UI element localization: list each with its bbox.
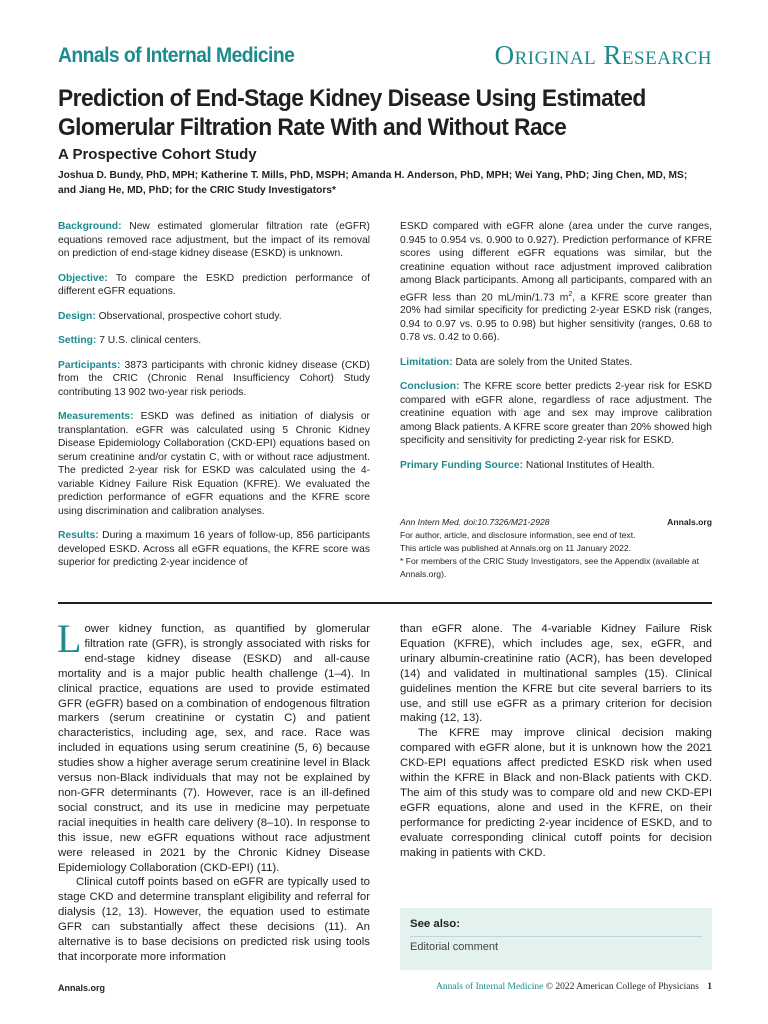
footer-right xyxy=(436,982,712,992)
body-paragraph: Clinical cutoff points based on eGFR are typically used to stage CKD and determine transplant eligibility and referral for dialysis (12, 13). However, the equation used to estimate GFR can substantially affect these decisions (11). An alternative is to base decisions on predicted risk using tools that incorporate more information xyxy=(58,876,370,963)
citation: Ann Intern Med. doi:10.7326/M21-2928 xyxy=(400,517,550,527)
background-text: New estimated glomerular filtration rate (eGFR) equations removed race adjustment, but the impact of its removal on prediction of end-stage kidney disease (ESKD) is unknown. xyxy=(58,221,370,259)
see-also-link[interactable]: Editorial comment xyxy=(410,941,499,953)
footer-journal: Annals of Internal Medicine xyxy=(436,982,544,992)
investigators-note: * For members of the CRIC Study Investigators, see the Appendix (available at Annals.org). xyxy=(400,556,700,579)
body-right-column xyxy=(400,622,712,861)
measurements-heading: Measurements: xyxy=(58,411,134,422)
abstract-participants xyxy=(58,359,370,400)
article-metadata xyxy=(400,516,712,581)
abstract-results-continued xyxy=(400,220,712,345)
disclosure-note: For author, article, and disclosure information, see end of text. xyxy=(400,530,636,540)
abstract-left-column xyxy=(58,220,370,581)
abstract-funding xyxy=(400,459,712,473)
conclusion-text: The KFRE score better predicts 2-year risk for ESKD compared with eGFR alone, regardless of race adjustment. The creatinine equation with age and sex may improve calibration among Black patients. A KFRE score greater than 20% showed high specificity and sensitivity for predicting 2-year risk for ESKD. xyxy=(400,381,712,447)
footer-site[interactable]: Annals.org xyxy=(58,983,106,993)
funding-text: National Institutes of Health. xyxy=(525,459,655,471)
page-number: 1 xyxy=(707,982,712,992)
journal-name: Annals of Internal Medicine xyxy=(58,44,295,67)
superscript: 2 xyxy=(568,290,573,298)
article-title: Prediction of End-Stage Kidney Disease Using Estimated Glomerular Filtration Rate With and Without Race xyxy=(58,85,646,141)
drop-cap: L xyxy=(57,616,82,661)
section-label: Original Research xyxy=(494,40,712,70)
limitation-heading: Limitation: xyxy=(400,356,453,368)
site-link[interactable]: Annals.org xyxy=(667,517,712,527)
abstract-limitation xyxy=(400,356,712,370)
participants-text: 3873 participants with chronic kidney disease (CKD) from the CRIC (Chronic Renal Insufficiency Cohort) Study contributing 13 902 two-year risk periods. xyxy=(58,359,370,398)
body-paragraph: The KFRE may improve clinical decision making compared with eGFR alone, but it is unknown how the 2021 CKD-EPI equations affect predicted ESKD risk when used within the KFRE in Black and non-Black patients with CKD. The aim of this study was to compare old and new CKD-EPI eGFR equations, alone and used in the KFRE, on their performance for predicting 2-year incidence of ESKD, and to evaluate corresponding clinical cutoff points for decision making in patients with CKD. xyxy=(400,727,712,859)
see-also-heading: See also: xyxy=(410,918,461,930)
background-heading: Background: xyxy=(58,221,122,232)
abstract-right-column xyxy=(400,220,712,483)
conclusion-heading: Conclusion: xyxy=(400,381,460,393)
abstract-results xyxy=(58,529,370,570)
paragraph-text: ower kidney function, as quantified by glomerular filtration rate (GFR), is strongly associated with risks for end-stage kidney disease (ESKD) and all-cause mortality and is a major public health challenge (1–4). In clinical practice, equations are used to provide estimated GFR (eGFR) based on a combination of endogenous filtration markers (serum creatinine or cystatin C) and patient characteristics, including age, sex, and race. Race was included in equations using serum creatinine (5, 6) because studies show a higher average serum creatinine level in Black versus non-Black individuals that may not be explained by non-GFR determinants (7). However, race is an ill-defined social construct, and its use in medicine may perpetuate racial inequities in health care delivery (8–10). In response to this issue, new eGFR equations without race adjustment were released in 2021 by the Chronic Kidney Disease Epidemiology Collaboration (CKD-EPI) (11). xyxy=(58,623,370,874)
abstract-objective xyxy=(58,272,370,299)
publication-note: This article was published at Annals.org on 11 January 2022. xyxy=(400,543,632,553)
measurements-text: ESKD was defined as initiation of dialysis or transplantation. eGFR was calculated using 5 Chronic Kidney Disease Epidemiology Collaboration (CKD-EPI) equations based on serum creatinine and/or cystatin C, with or without race adjustment. The predicted 2-year risk for ESKD was calculated using the 4-variable Kidney Failure Risk Equation (KFRE). We evaluated the prediction performance of eGFR equations and the KFRE score using discrimination and calibration analyses. xyxy=(58,411,370,517)
design-text: Observational, prospective cohort study. xyxy=(98,310,282,322)
funding-heading: Primary Funding Source: xyxy=(400,459,524,471)
abstract-setting xyxy=(58,334,370,348)
setting-heading: Setting: xyxy=(58,335,97,346)
participants-heading: Participants: xyxy=(58,359,121,371)
see-also-box xyxy=(400,908,712,970)
results-text-continued: ESKD compared with eGFR alone (area under the curve ranges, 0.945 to 0.954 vs. 0.900 to 0.927). Prediction performance of KFRE scores using different eGFR equations was similar, but the creatinine equation without race adjustment improved calibration among Black participants. Among all participants, compared with an eGFR less than 20 mL/min/1.73 m xyxy=(400,221,712,303)
results-text: During a maximum 16 years of follow-up, 856 participants developed ESKD. Across all eGFR equations, the KFRE score was superior for predicting 2-year incidence of xyxy=(58,530,370,568)
abstract-background xyxy=(58,220,370,261)
limitation-text: Data are solely from the United States. xyxy=(455,356,633,368)
author-list: Joshua D. Bundy, PhD, MPH; Katherine T. Mills, PhD, MSPH; Amanda H. Anderson, PhD, MPH; Wei Yang, PhD; Jing Chen, MD, MS; and Jiang He, MD, PhD; for the CRIC Study Investigators* xyxy=(58,170,688,196)
section-divider xyxy=(58,602,712,604)
design-heading: Design: xyxy=(58,310,96,322)
objective-text: To compare the ESKD prediction performance of different eGFR equations. xyxy=(58,272,370,297)
body-paragraph xyxy=(57,616,370,875)
abstract-design xyxy=(58,310,370,324)
body-left-column xyxy=(57,616,370,965)
results-heading: Results: xyxy=(58,530,99,541)
results-text-continued-2: , a KFRE score greater than 20% had similar specificity for predicting 2-year ESKD risk (ranges, 0.94 to 0.97 vs. 0.95 to 0.98) but higher sensitivity (ranges, 0.68 to 0.78 vs. 0.42 to 0.66). xyxy=(400,291,713,344)
setting-text: 7 U.S. clinical centers. xyxy=(99,335,202,346)
body-paragraph: than eGFR alone. The 4-variable Kidney Failure Risk Equation (KFRE), which includes age, sex, eGFR, and urinary albumin-creatinine ratio (ACR), has been developed (14) and validated in multinational samples (15). Clinical guidelines mention the KFRE but cite several barriers to its use, and still use eGFR as a primary criterion for decision making (12, 13). xyxy=(400,623,712,725)
article-subtitle: A Prospective Cohort Study xyxy=(58,146,257,163)
abstract-measurements xyxy=(58,410,370,518)
objective-heading: Objective: xyxy=(58,272,108,284)
footer-copyright: © 2022 American College of Physicians xyxy=(545,982,699,992)
see-also-divider xyxy=(410,936,702,937)
abstract-conclusion xyxy=(400,380,712,448)
